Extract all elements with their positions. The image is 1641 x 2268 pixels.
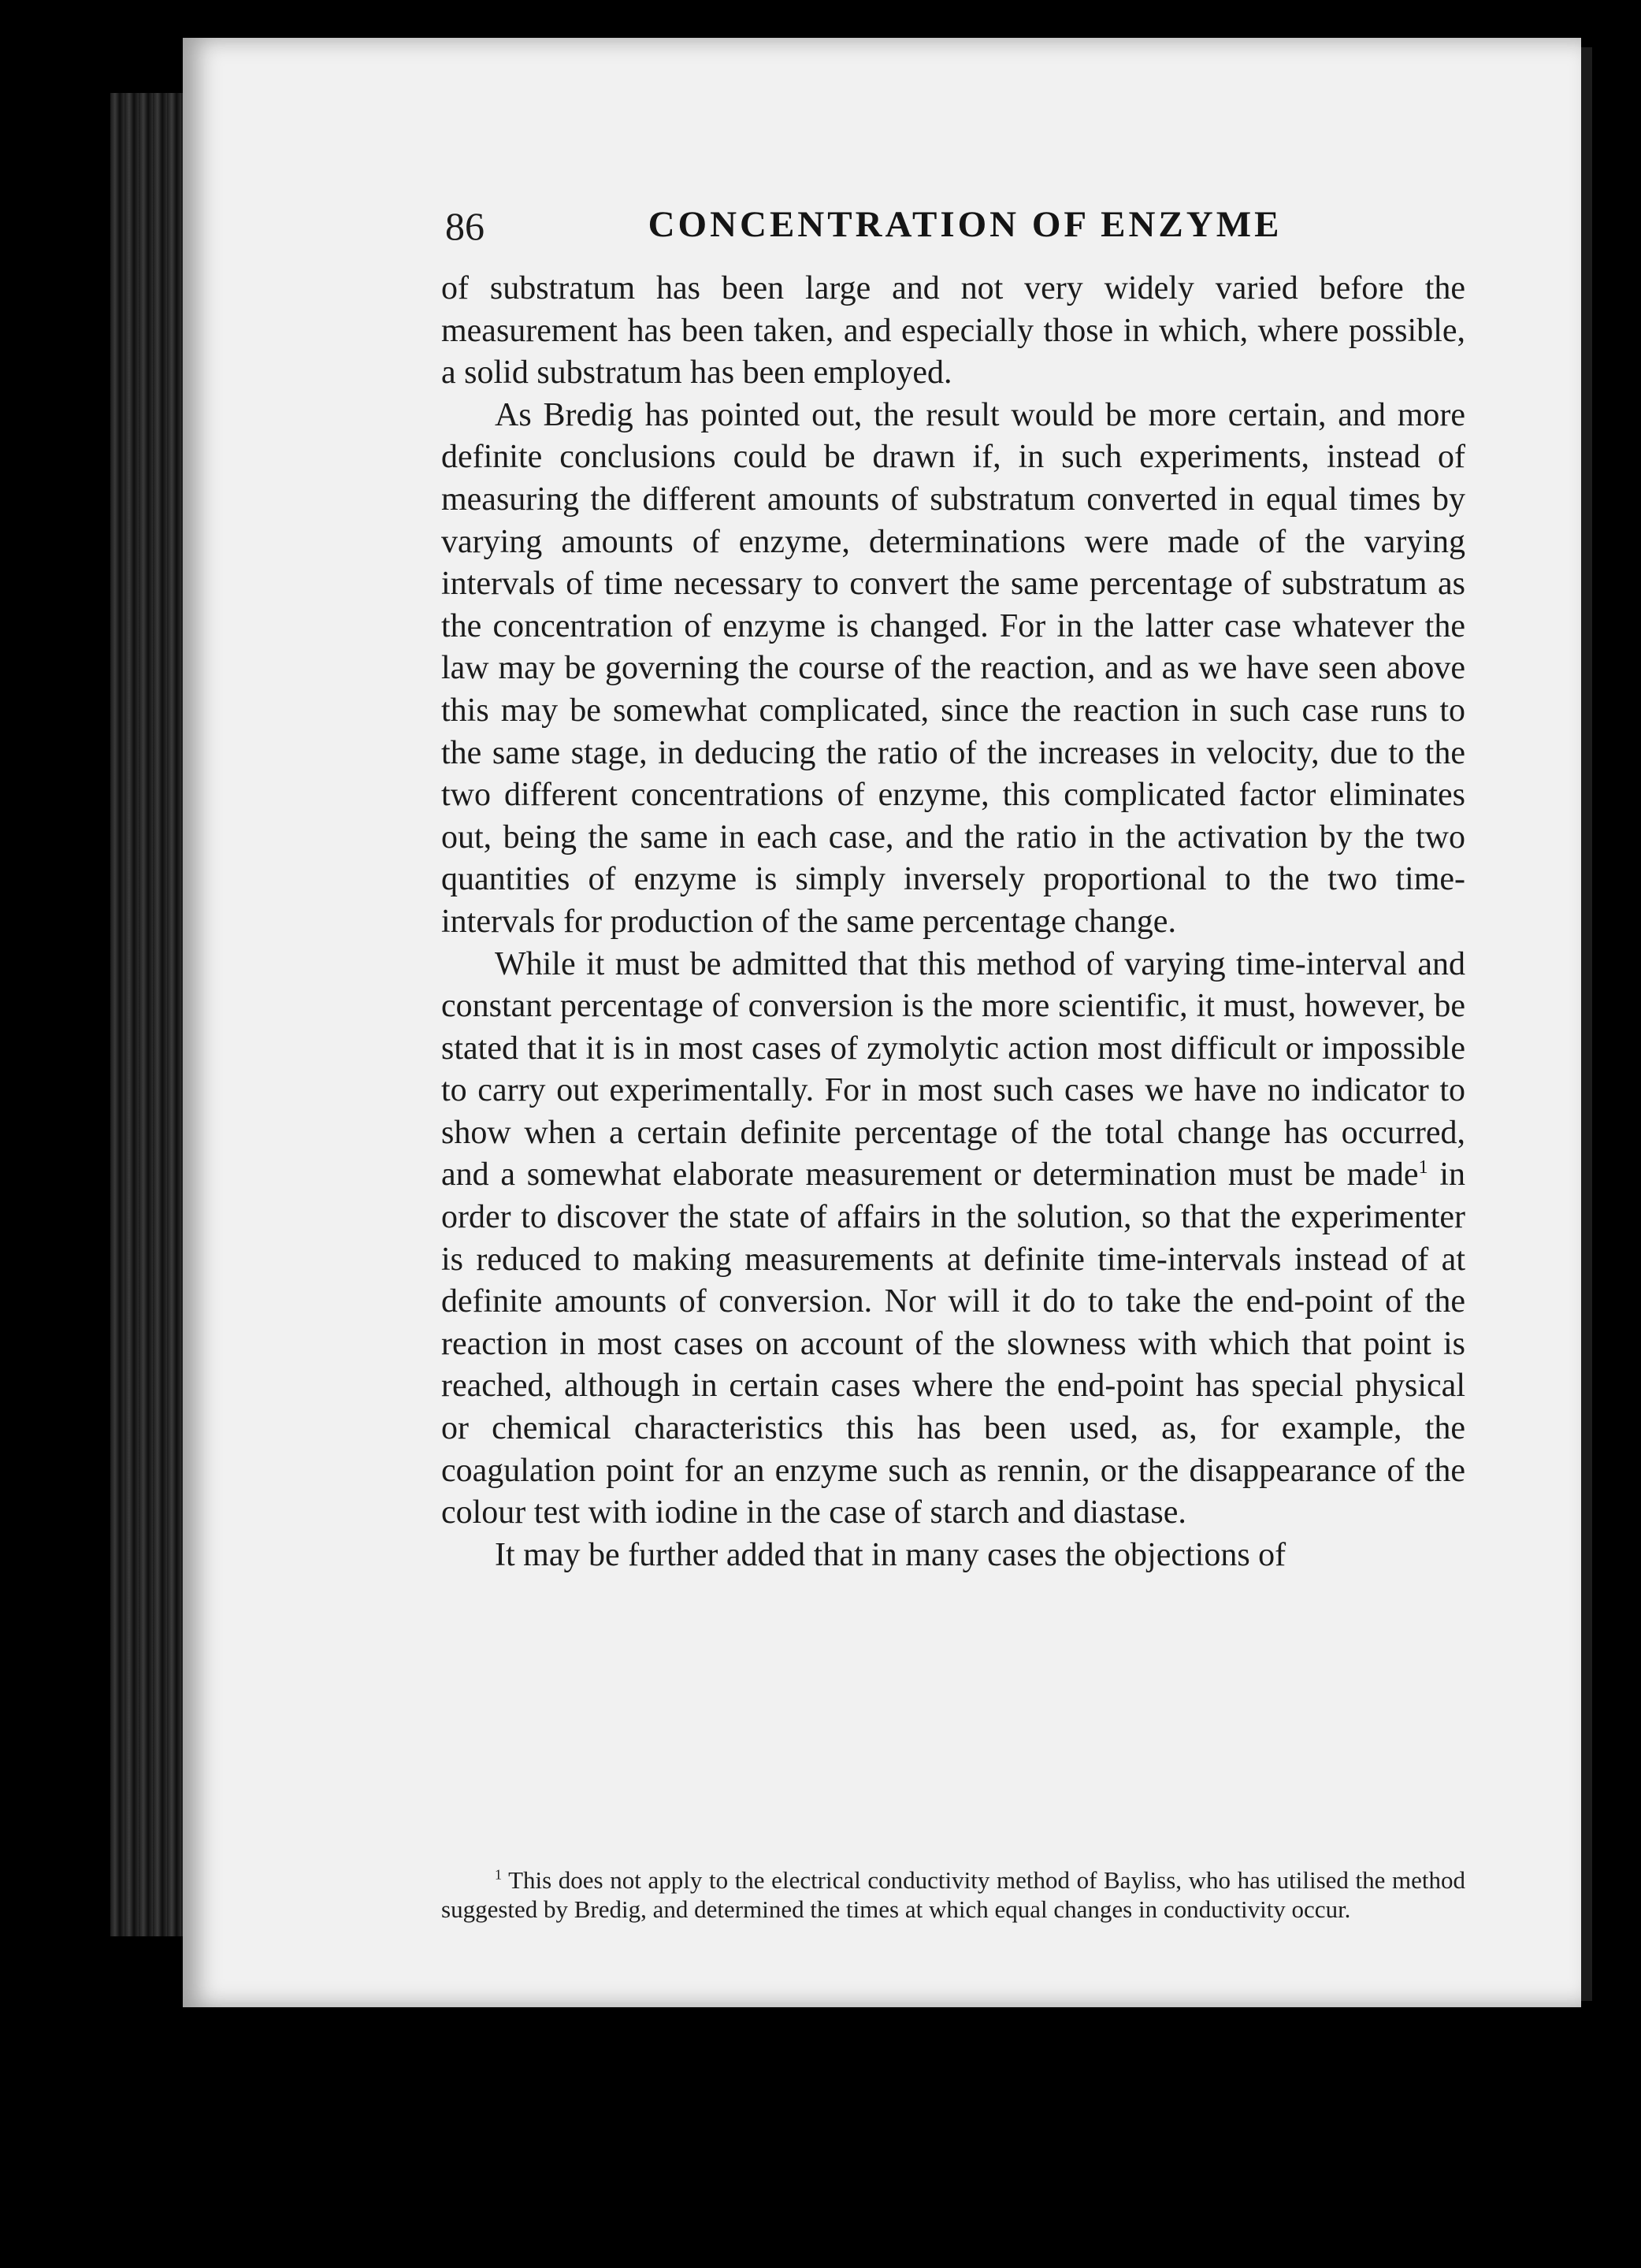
paragraph-objections: It may be further added that in many cases the objections of: [495, 1536, 1286, 1573]
paragraph-method-text: While it must be admitted that this method of varying time-interval and constant percentage of conversion is the more scientific, it must, however, be stated that it is in most cases of zymolytic action most difficult or impossible to carry out experimentally. For in most such cases we have no indicator to show when a certain definite percentage of the total change has occurred, and a somewhat elaborate measurement or determination must be made: [441, 945, 1465, 1193]
paragraph-bredig: As Bredig has pointed out, the result would be more certain, and more definite conclusions could be drawn if, in such experiments, instead of measuring the different amounts of substratum converted in equal times by varying amounts of enzyme, determinations were made of the varying intervals of time necessary to convert the same percentage of substratum as the concentration of enzyme is changed. For in the latter case whatever the law may be governing the course of the reaction, and as we have seen above this may be somewhat complicated, since the reaction in such case runs to the same stage, in deducing the ratio of the increases in velocity, due to the two different concentrations of enzyme, this complicated factor eliminates out, being the same in each case, and the ratio in the activation by the two quantities of enzyme is simply inversely proportional to the two time-intervals for production of the same percentage change.: [441, 396, 1465, 940]
facing-page-edge: [1581, 47, 1592, 2001]
page-header: [445, 203, 1485, 266]
footnote-reference: 1: [1418, 1157, 1428, 1179]
footnote: [441, 1865, 1465, 1924]
body-text: [441, 268, 1465, 1576]
paragraph-method: [441, 944, 1465, 1535]
footnote-text: This does not apply to the electrical conductivity method of Bayliss, who has utilised the method suggested by Bredig, and determined the times at which equal changes in conductivity occur.: [441, 1866, 1465, 1923]
paragraph-method-text-continued: in order to discover the state of affairs in the solution, so that the experimenter is reduced to making measurements at definite time-intervals instead of at definite amounts of conversion. Nor will it do to take the end-point of the reaction in most cases on account of the slowness with which that point is reached, although in certain cases where the end-point has special physical or chemical characteristics this has been used, as, for example, the coagulation point for an enzyme such as rennin, or the disappearance of the colour test with iodine in the case of starch and diastase.: [441, 1156, 1465, 1531]
footnote-marker: 1: [495, 1866, 502, 1883]
paragraph-continuation: of substratum has been large and not very widely varied before the measurement has been taken, and especially those in which, where possible, a solid substratum has been employed.: [441, 270, 1465, 392]
page-number: 86: [445, 204, 485, 248]
running-title: CONCENTRATION OF ENZYME: [648, 204, 1283, 245]
